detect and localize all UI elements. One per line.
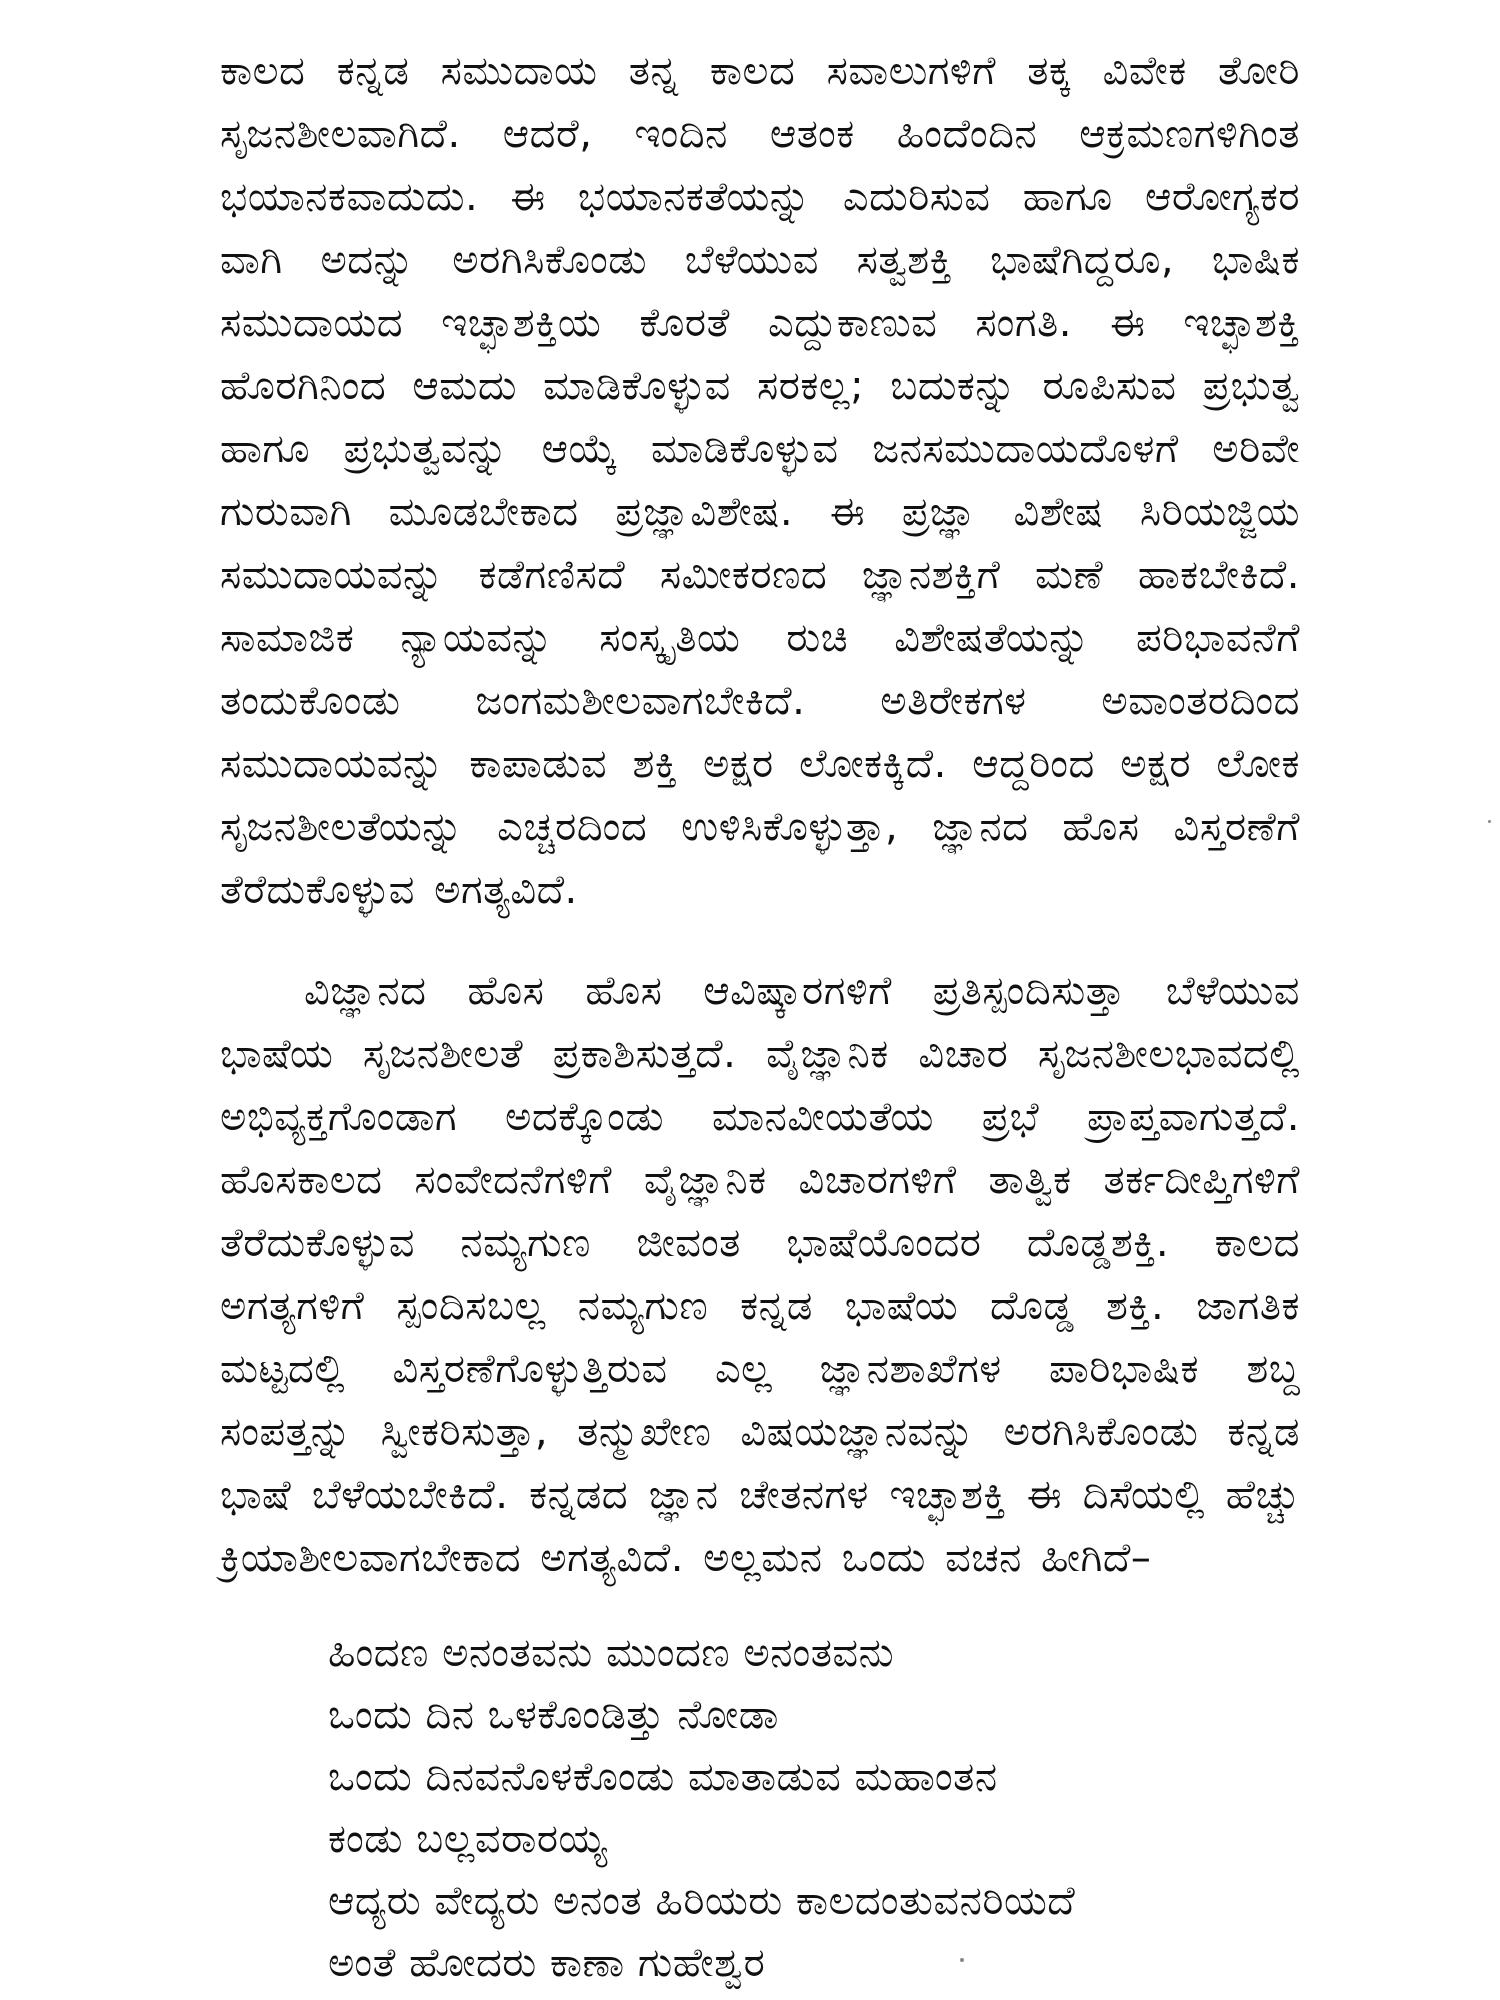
poem-line-2: ಒಂದು ದಿನ ಒಳಕೊಂಡಿತ್ತು ನೋಡಾ (328, 1692, 779, 1738)
text-column (220, 40, 1300, 1994)
scan-speck (960, 1958, 964, 1962)
poem-line-1: ಹಿಂದಣ ಅನಂತವನು ಮುಂದಣ ಅನಂತವನು (328, 1630, 895, 1676)
paragraph-2: ವಿಜ್ಞಾನದ ಹೊಸ ಹೊಸ ಆವಿಷ್ಕಾರಗಳಿಗೆ ಪ್ರತಿಸ್ಪಂದಿಸುತ್ತಾ ಬೆಳೆಯುವ ಭಾಷೆಯ ಸೃಜನಶೀಲತೆ ಪ್ರಕಾಶಿಸುತ್ತದೆ. ವೈಜ್ಞಾನಿಕ ವಿಚಾರ ಸೃಜನಶೀಲಭಾವದಲ್ಲಿ ಅಭಿವ್ಯಕ್ತಗೊಂಡಾಗ ಅದಕ್ಕೊಂಡು ಮಾನವೀಯತೆಯ ಪ್ರಭೆ ಪ್ರಾಪ್ತವಾಗುತ್ತದೆ. ಹೊಸಕಾಲದ ಸಂವೇದನೆಗಳಿಗೆ ವೈಜ್ಞಾನಿಕ ವಿಚಾರಗಳಿಗೆ ತಾತ್ವಿಕ ತರ್ಕದೀಪ್ತಿಗಳಿಗೆ ತೆರೆದುಕೊಳ್ಳುವ ನಮ್ಯಗುಣ ಜೀವಂತ ಭಾಷೆಯೊಂದರ ದೊಡ್ಡಶಕ್ತಿ. ಕಾಲದ ಅಗತ್ಯಗಳಿಗೆ ಸ್ಪಂದಿಸಬಲ್ಲ ನಮ್ಯಗುಣ ಕನ್ನಡ ಭಾಷೆಯ ದೊಡ್ಡ ಶಕ್ತಿ. ಜಾಗತಿಕ ಮಟ್ಟದಲ್ಲಿ ವಿಸ್ತರಣೆಗೊಳ್ಳುತ್ತಿರುವ ಎಲ್ಲ ಜ್ಞಾನಶಾಖೆಗಳ ಪಾರಿಭಾಷಿಕ ಶಬ್ದ ಸಂಪತ್ತನ್ನು ಸ್ವೀಕರಿಸುತ್ತಾ, ತನ್ಮುಖೇಣ ವಿಷಯಜ್ಞಾನವನ್ನು ಅರಗಿಸಿಕೊಂಡು ಕನ್ನಡ ಭಾಷೆ ಬೆಳೆಯಬೇಕಿದೆ. ಕನ್ನಡದ ಜ್ಞಾನ ಚೇತನಗಳ ಇಚ್ಛಾಶಕ್ತಿ ಈ ದಿಸೆಯಲ್ಲಿ ಹೆಚ್ಚು ಕ್ರಿಯಾಶೀಲವಾಗಬೇಕಾದ ಅಗತ್ಯವಿದೆ. ಅಲ್ಲಮನ ಒಂದು ವಚನ ಹೀಗಿದೆ– (220, 968, 1300, 1581)
poem-line-5: ಆದ್ಯರು ವೇದ್ಯರು ಅನಂತ ಹಿರಿಯರು ಕಾಲದಂತುವನರಿಯದೆ (328, 1878, 1076, 1924)
paragraph-gap (220, 922, 1300, 960)
poem-line-3: ಒಂದು ದಿನವನೊಳಕೊಂಡು ಮಾತಾಡುವ ಮಹಾಂತನ (328, 1754, 998, 1800)
scan-speck (1488, 820, 1491, 823)
poem-line-4: ಕಂಡು ಬಲ್ಲವರಾರಯ್ಯ (328, 1816, 608, 1862)
paragraph-1: ಕಾಲದ ಕನ್ನಡ ಸಮುದಾಯ ತನ್ನ ಕಾಲದ ಸವಾಲುಗಳಿಗೆ ತಕ್ಕ ವಿವೇಕ ತೋರಿ ಸೃಜನಶೀಲವಾಗಿದೆ. ಆದರೆ, ಇಂದಿನ ಆತಂಕ ಹಿಂದೆಂದಿನ ಆಕ್ರಮಣಗಳಿಗಿಂತ ಭಯಾನಕವಾದುದು. ಈ ಭಯಾನಕತೆಯನ್ನು ಎದುರಿಸುವ ಹಾಗೂ ಆರೋಗ್ಯಕರ ವಾಗಿ ಅದನ್ನು ಅರಗಿಸಿಕೊಂಡು ಬೆಳೆಯುವ ಸತ್ವಶಕ್ತಿ ಭಾಷೆಗಿದ್ದರೂ, ಭಾಷಿಕ ಸಮುದಾಯದ ಇಚ್ಛಾಶಕ್ತಿಯ ಕೊರತೆ ಎದ್ದುಕಾಣುವ ಸಂಗತಿ. ಈ ಇಚ್ಛಾಶಕ್ತಿ ಹೊರಗಿನಿಂದ ಆಮದು ಮಾಡಿಕೊಳ್ಳುವ ಸರಕಲ್ಲ; ಬದುಕನ್ನು ರೂಪಿಸುವ ಪ್ರಭುತ್ವ ಹಾಗೂ ಪ್ರಭುತ್ವವನ್ನು ಆಯ್ಕೆ ಮಾಡಿಕೊಳ್ಳುವ ಜನಸಮುದಾಯದೊಳಗೆ ಅರಿವೇ ಗುರುವಾಗಿ ಮೂಡಬೇಕಾದ ಪ್ರಜ್ಞಾವಿಶೇಷ. ಈ ಪ್ರಜ್ಞಾ ವಿಶೇಷ ಸಿರಿಯಜ್ಜಿಯ ಸಮುದಾಯವನ್ನು ಕಡೆಗಣಿಸದೆ ಸಮೀಕರಣದ ಜ್ಞಾನಶಕ್ತಿಗೆ ಮಣೆ ಹಾಕಬೇಕಿದೆ. ಸಾಮಾಜಿಕ ನ್ಯಾಯವನ್ನು ಸಂಸ್ಕೃತಿಯ ರುಚಿ ವಿಶೇಷತೆಯನ್ನು ಪರಿಭಾವನೆಗೆ ತಂದುಕೊಂಡು ಜಂಗಮಶೀಲವಾಗಬೇಕಿದೆ. ಅತಿರೇಕಗಳ ಅವಾಂತರದಿಂದ ಸಮುದಾಯವನ್ನು ಕಾಪಾಡುವ ಶಕ್ತಿ ಅಕ್ಷರ ಲೋಕಕ್ಕಿದೆ. ಆದ್ದರಿಂದ ಅಕ್ಷರ ಲೋಕ ಸೃಜನಶೀಲತೆಯನ್ನು ಎಚ್ಚರದಿಂದ ಉಳಿಸಿಕೊಳ್ಳುತ್ತಾ, ಜ್ಞಾನದ ಹೊಸ ವಿಸ್ತರಣೆಗೆ ತೆರೆದುಕೊಳ್ಳುವ ಅಗತ್ಯವಿದೆ. (220, 48, 1300, 913)
poem-line-6: ಅಂತೆ ಹೋದರು ಕಾಣಾ ಗುಹೇಶ್ವರ (328, 1940, 766, 1986)
vachana-poem (328, 1622, 1300, 1994)
